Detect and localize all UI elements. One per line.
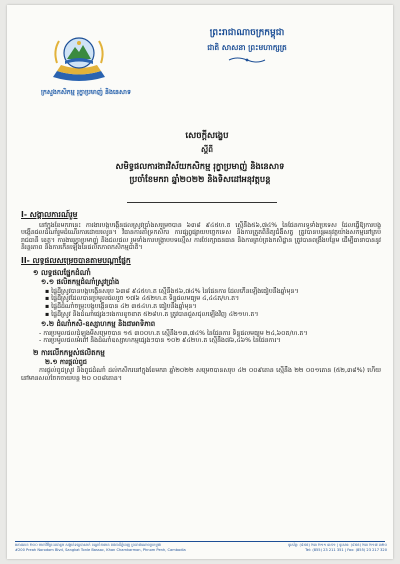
footer-address — [15, 543, 245, 553]
document-body — [21, 206, 381, 383]
crop-line-2: - ការប្រមូលផលអំពៅ និងដំណាំឧស្សាហកម្មផ្សេងៗបាន ១០២ ៩៤២ហ.ត ស្មើនឹង៧៦,៤៦% នៃផែនការ។ — [39, 337, 281, 345]
document-type: សេចក្ដីសង្ខេប — [185, 131, 229, 141]
seed-paragraph: ការផ្ដល់ពូជស្រូវ និងពូជដំណាំ ដល់កសិករនៅក្នុងខែមករា ឆ្នាំ២០២២ សម្រេចបានសរុប ៤២ ០០៩តោន ស្មើនឹង ២២ ០០១តោន (៥២,៣៨%) ហើយនៅមានសល់ចែកចាយបន្ត ២០ ០០៨តោន។ — [21, 367, 381, 382]
title-divider — [127, 202, 277, 203]
subsection-2-2-1-heading: ២.១ ការផ្ដល់ពូជ — [45, 357, 87, 366]
subsection-2-2-heading: ២ ការលើកកម្ពស់ផលិតកម្ម — [33, 347, 105, 357]
footer-contact-en: Tel: (855) 23 211 351 | Fax: (855) 23 217 320 — [305, 548, 387, 552]
rice-bullet-2: ▪ ផ្ទៃដីស្រូវដែលបានប្រមូលផលរួច ១៧៦ ៤៥២ហ.ត ទិន្នផលមធ្យម ៤,៤៤ត/ហ.ត។ — [45, 295, 240, 303]
section-1-paragraph: នៅក្នុងខែមករានេះ ការងារបង្កបង្កើនផលស្រូវប្រាំងសម្រេចបាន ៦៣៨ ៩៤៥ហ.ត ស្មើនឹង៥៦,៧៤% នៃផែនការទូទាំងប្រទេស ដែលធ្វើឱ្យការបង្កបង្កើនផលដំណាំរួមដំណើរការដោយរលូន។ វិធានការគាំទ្រកសិករ ការផ្សព្វផ្សាយបច្ចេកទេស និងការត្រួតពិនិត្យជំងឺសត្វ ត្រូវបានបន្តអនុវត្តយ៉ាងសកម្មនៅគ្រប់រាជធានី ខេត្ត។ ការងាររុក្ខាប្រមាញ់ និងជលផល រួមទាំងការបង្ក្រាបបទល្មើស ការថែរក្សាធនធាន និងការគ្រប់គ្រងកសិដ្ឋាន ត្រូវបានពង្រឹងបន្ថែម ដើម្បីធានាបាននូវនិរន្តរភាព និងការកើនឡើងនៃផលិតភាពកសិកម្មជាតិ។ — [21, 221, 381, 252]
footer-address-en: #200 Preah Norodom Blvd, Sangkat Tonle Bassac, Khan Chamkarmon, Phnom Penh, Cambodia — [15, 548, 186, 552]
ministry-name: ក្រសួងកសិកម្ម រុក្ខាប្រមាញ់ និងនេសាទ — [40, 89, 132, 96]
subsection-2-1-2-heading: ១.២ ដំណាំកសិ-ឧស្សាហកម្ម និងជាអាទិភាព — [41, 320, 156, 329]
footer-address-km: អគារលេខ ២០០ មហាវិថីព្រះនរោត្តម សង្កាត់ទន្លេបាសាក់ ខណ្ឌចំការមន រាជធានីភ្នំពេញ ព្រះរាជាណាចក្រកម្ពុជា — [15, 543, 162, 547]
footer-contact-km: ទូរស័ព្ទ: (៨៥៥) ២៣ ២១១ ៣៥១ | ទូរសារ: (៨៥៥) ២៣ ២១៧ ៣២០ — [288, 543, 387, 547]
document-subject: ស្ដីពី — [201, 145, 213, 154]
ornament-divider-icon — [227, 56, 267, 64]
rice-bullet-3: ▪ ផ្ទៃដីដំណាំចម្រុះបង្កបង្កើនបាន ៤២ ៣៥៤ហ.ត ធៀបនឹងឆ្នាំមុន។ — [45, 302, 197, 310]
crop-line-1: - ការប្រមូលផលដំឡូងមីសម្រេចបាន ១៥ ៣០០ហ.ត ស្មើនឹង១៣,៧៤% នៃផែនការ ទិន្នផលមធ្យម ២៤,៦០ត/ហ.ត។ — [39, 329, 308, 337]
footer-divider — [15, 541, 385, 542]
kingdom-heading: ព្រះរាជាណាចក្រកម្ពុជា — [209, 28, 285, 38]
document-title-line-1: សមិទ្ធផលការងារវិស័យកសិកម្ម រុក្ខាប្រមាញ់ និងនេសាទ — [115, 161, 285, 171]
section-1-heading: I- សង្គាលការណ៍រួម — [21, 210, 78, 219]
subsection-2-1-1-heading: ១.១ ផលិតកម្មដំណាំស្រូវប្រាំង — [41, 278, 120, 287]
ministry-emblem-icon — [47, 33, 111, 85]
document-title-line-2: ប្រចាំខែមករា ឆ្នាំ២០២២ និងទិសដៅអនុវត្តបន្ត — [129, 174, 271, 184]
section-2-heading: II- លទ្ធផលសម្រេចបានតាមបណ្ដាផ្នែក — [21, 255, 131, 265]
rice-bullet-4: ▪ ផ្ទៃដីស្រូវ និងដំណាំផ្សេងៗរងការខូចខាត ៥២៨ហ.ត ត្រូវបានជួសជុលឡើងវិញ ៤២១ហ.ត។ — [45, 310, 259, 318]
document-page — [7, 5, 393, 559]
rice-bullet-1: ▪ ផ្ទៃដីស្រូវបានបង្កបង្កើនសរុប ៦៣៨ ៩៤៥ហ.ត ស្មើនឹង៥៦,៧៤% នៃផែនការ ដែលកើនឡើងធៀបនឹងឆ្នាំមុន។ — [45, 287, 299, 295]
national-motto: ជាតិ សាសនា ព្រះមហាក្សត្រ — [207, 43, 287, 52]
subsection-2-1-heading: ១ លទ្ធផលផ្នែកដំណាំ — [33, 267, 91, 277]
footer-contact — [247, 543, 387, 553]
